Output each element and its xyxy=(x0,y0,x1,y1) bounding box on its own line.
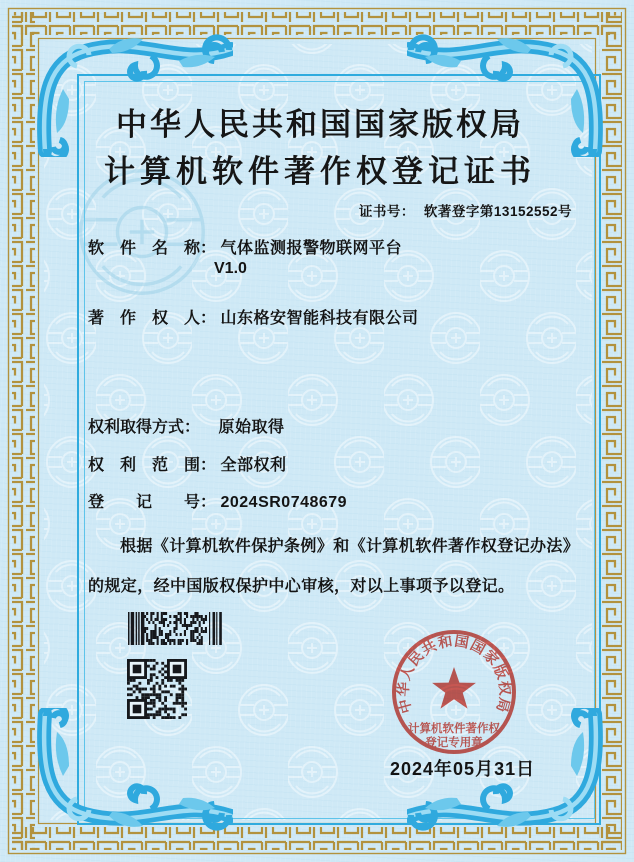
field-value: 原始取得 xyxy=(218,419,285,436)
field-row-software-name xyxy=(88,237,402,260)
cert-no-value: 软著登字第13152552号 xyxy=(423,204,572,219)
statement-paragraph: 根据《计算机软件保护条例》和《计算机软件著作权登记办法》的规定，经中国版权保护中心审核，对以上事项予以登记。 xyxy=(88,538,572,595)
corner-flourish-icon xyxy=(33,708,233,836)
field-label: 著 作 权 人： xyxy=(88,310,217,327)
field-label: 软 件 名 称： xyxy=(88,240,217,257)
software-version: V1.0 xyxy=(214,260,247,277)
field-label: 登 记 号： xyxy=(88,494,217,511)
issue-date: 2024年05月31日 xyxy=(390,759,536,779)
field-value: 2024SR0748679 xyxy=(220,494,348,511)
field-label: 权利取得方式： xyxy=(88,419,201,436)
barcode xyxy=(128,612,224,645)
certificate-title: 计算机软件著作权登记证书 xyxy=(104,154,536,190)
field-row-registration-no xyxy=(88,491,347,514)
seal-caption-line2: 登记专用章 xyxy=(425,737,483,749)
field-label: 权 利 范 围： xyxy=(88,457,217,474)
seal-ring-text: 中华人民共和国国家版权局 xyxy=(394,632,514,716)
qr-code xyxy=(127,659,187,719)
field-row-scope xyxy=(88,454,286,477)
field-value: 全部权利 xyxy=(220,457,287,474)
field-row-acquisition xyxy=(88,416,284,439)
cert-no-label: 证书号： xyxy=(358,204,415,219)
field-value: 气体监测报警物联网平台 xyxy=(220,240,402,257)
authority-title: 中华人民共和国国家版权局 xyxy=(116,107,524,143)
seal-caption-line1: 计算机软件著作权 xyxy=(408,723,500,735)
field-row-copyright-owner xyxy=(88,307,418,330)
seal-star-icon xyxy=(432,667,476,709)
field-value: 山东格安智能科技有限公司 xyxy=(220,310,419,327)
certificate-number-line xyxy=(359,200,572,220)
official-seal xyxy=(382,628,528,762)
